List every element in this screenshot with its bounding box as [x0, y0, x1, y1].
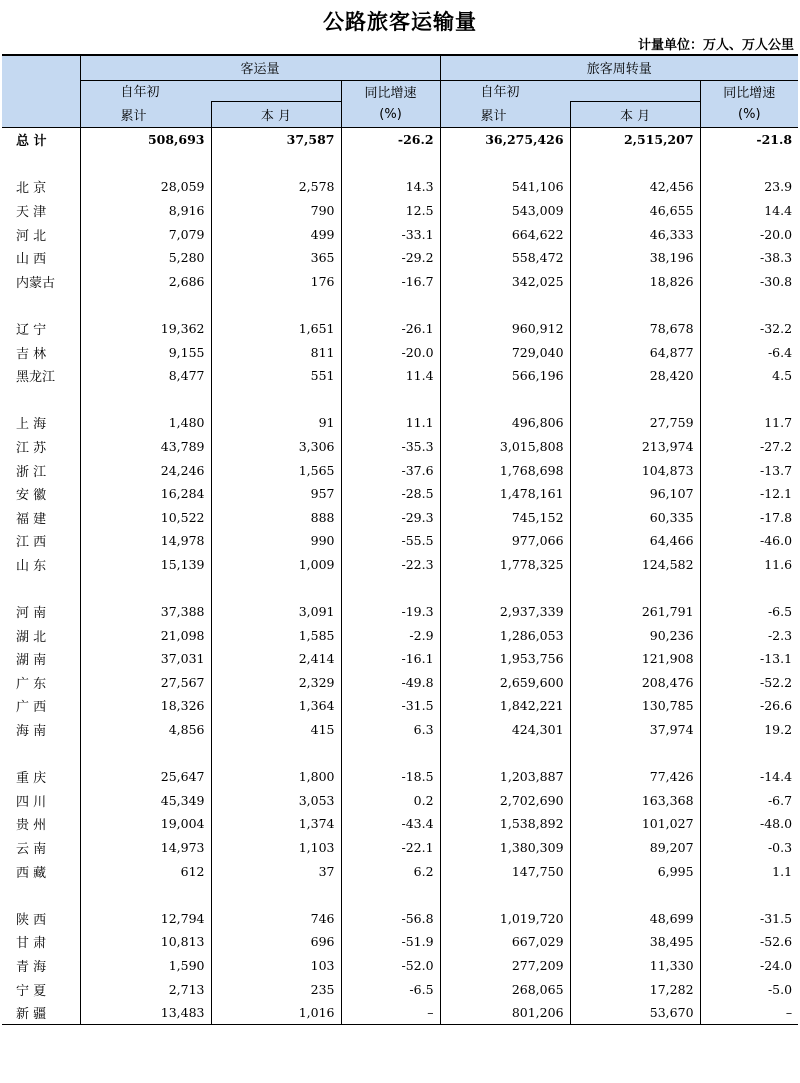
- cell-v4: 496,806: [440, 411, 570, 435]
- cell-v1: 8,477: [80, 364, 211, 388]
- region-name: 广 西: [2, 694, 80, 718]
- cell-v1: 508,693: [80, 127, 211, 152]
- cell-v3: 14.3: [341, 175, 440, 199]
- cell-v2: 415: [211, 718, 341, 742]
- cell-v6: -31.5: [760, 910, 793, 926]
- cell-v4: 667,029: [440, 930, 570, 954]
- cell-v3: -51.9: [341, 930, 440, 954]
- region-name: 四 川: [2, 789, 80, 813]
- table-row: [2, 954, 798, 978]
- cell-v4: 342,025: [440, 269, 570, 293]
- cell-v6: -52.2: [760, 674, 793, 690]
- cell-v4: 558,472: [440, 246, 570, 270]
- cell-v4: 729,040: [440, 340, 570, 364]
- cell-v6: -5.0: [767, 981, 793, 997]
- cell-v5: 64,877: [570, 340, 700, 364]
- table-row: [2, 1001, 798, 1025]
- cell-v3: 11.4: [341, 364, 440, 388]
- cell-v1: 4,856: [80, 718, 211, 742]
- region-name: 青 海: [2, 954, 80, 978]
- cell-v3: -16.1: [341, 647, 440, 671]
- table-row: [2, 930, 798, 954]
- cell-v4: 2,702,690: [440, 789, 570, 813]
- cell-v5: 101,027: [570, 812, 700, 836]
- cell-v6: -26.6: [760, 698, 793, 714]
- region-name: 总 计: [2, 127, 80, 152]
- cell-v6: -12.1: [760, 486, 793, 502]
- cell-v1: 1,590: [80, 954, 211, 978]
- table-row: [2, 694, 798, 718]
- cell-v6: 14.4: [764, 202, 793, 218]
- cell-v6: 4.5: [772, 368, 793, 384]
- cell-v5: 261,791: [570, 600, 700, 624]
- cell-v2: 37: [211, 859, 341, 883]
- cell-v1: 10,813: [80, 930, 211, 954]
- cell-v2: 957: [211, 482, 341, 506]
- region-name: 山 西: [2, 246, 80, 270]
- cell-v3: -49.8: [341, 671, 440, 695]
- passenger-transport-table: [2, 54, 798, 1025]
- cell-v3: -56.8: [341, 907, 440, 931]
- cell-v2: 235: [211, 977, 341, 1001]
- cell-v6: 1.1: [772, 863, 793, 879]
- table-row: [2, 317, 798, 341]
- region-name: 湖 南: [2, 647, 80, 671]
- cell-v3: -22.1: [341, 836, 440, 860]
- cell-v1: 16,284: [80, 482, 211, 506]
- cell-v6: -6.7: [767, 792, 793, 808]
- cell-v1: 24,246: [80, 458, 211, 482]
- cell-v3: -43.4: [341, 812, 440, 836]
- header-passenger-turnover: 旅客周转量: [440, 55, 798, 80]
- region-name: 天 津: [2, 199, 80, 223]
- header-ytd-bottom-1: 累计: [80, 103, 211, 127]
- cell-v3: –: [341, 1001, 440, 1025]
- region-name: 安 徽: [2, 482, 80, 506]
- cell-v5: 46,333: [570, 222, 700, 246]
- cell-v2: 37,587: [211, 127, 341, 152]
- cell-v6: –: [700, 1001, 798, 1025]
- cell-v4: 977,066: [440, 529, 570, 553]
- cell-v5: 37,974: [570, 718, 700, 742]
- cell-v2: 3,053: [211, 789, 341, 813]
- region-name: 河 南: [2, 600, 80, 624]
- cell-v2: 1,800: [211, 765, 341, 789]
- total-row: [2, 127, 798, 152]
- cell-v6: 19.2: [764, 722, 793, 738]
- cell-v4: 424,301: [440, 718, 570, 742]
- cell-v2: 1,103: [211, 836, 341, 860]
- cell-v1: 14,978: [80, 529, 211, 553]
- cell-v4: 543,009: [440, 199, 570, 223]
- region-name: 上 海: [2, 411, 80, 435]
- cell-v4: 1,778,325: [440, 553, 570, 577]
- cell-v4: 664,622: [440, 222, 570, 246]
- cell-v3: -22.3: [341, 553, 440, 577]
- table-row: [2, 977, 798, 1001]
- cell-v6: 11.6: [764, 556, 793, 572]
- cell-v6: -6.4: [767, 344, 793, 360]
- table-row: [2, 411, 798, 435]
- cell-v4: 1,768,698: [440, 458, 570, 482]
- table-row: [2, 812, 798, 836]
- cell-v4: 566,196: [440, 364, 570, 388]
- cell-v5: 46,655: [570, 199, 700, 223]
- cell-v6: -48.0: [760, 816, 793, 832]
- spacer-row: [2, 883, 798, 907]
- cell-v4: 1,019,720: [440, 907, 570, 931]
- cell-v4: 960,912: [440, 317, 570, 341]
- region-name: 重 庆: [2, 765, 80, 789]
- cell-v1: 25,647: [80, 765, 211, 789]
- region-name: 浙 江: [2, 458, 80, 482]
- cell-v1: 15,139: [80, 553, 211, 577]
- cell-v1: 21,098: [80, 623, 211, 647]
- cell-v5: 163,368: [570, 789, 700, 813]
- cell-v1: 43,789: [80, 435, 211, 459]
- region-name: 陕 西: [2, 907, 80, 931]
- cell-v1: 37,388: [80, 600, 211, 624]
- cell-v2: 790: [211, 199, 341, 223]
- cell-v3: -16.7: [341, 269, 440, 293]
- cell-v5: 27,759: [570, 411, 700, 435]
- region-name: 宁 夏: [2, 977, 80, 1001]
- cell-v1: 27,567: [80, 671, 211, 695]
- cell-v6: -20.0: [760, 226, 793, 242]
- cell-v4: 2,659,600: [440, 671, 570, 695]
- cell-v1: 19,362: [80, 317, 211, 341]
- cell-v6: -13.7: [760, 462, 793, 478]
- cell-v6: -14.4: [760, 769, 793, 785]
- cell-v4: 36,275,426: [440, 127, 570, 152]
- region-name: 云 南: [2, 836, 80, 860]
- region-name: 西 藏: [2, 859, 80, 883]
- table-row: [2, 340, 798, 364]
- header-this-month-1: 本 月: [211, 103, 341, 127]
- cell-v3: -55.5: [341, 529, 440, 553]
- cell-v4: 801,206: [440, 1001, 570, 1025]
- cell-v5: 89,207: [570, 836, 700, 860]
- spacer-row: [2, 741, 798, 765]
- region-name: 江 苏: [2, 435, 80, 459]
- region-name: 江 西: [2, 529, 80, 553]
- cell-v6: -38.3: [760, 250, 793, 266]
- cell-v3: 6.3: [341, 718, 440, 742]
- cell-v3: -6.5: [341, 977, 440, 1001]
- header-ytd-top-2: 自年初: [440, 80, 700, 101]
- table-row: [2, 435, 798, 459]
- cell-v2: 103: [211, 954, 341, 978]
- cell-v3: -19.3: [341, 600, 440, 624]
- table-row: [2, 175, 798, 199]
- header-yoy-top-2: 同比增速: [700, 80, 798, 103]
- cell-v6: -27.2: [760, 438, 793, 454]
- cell-v4: 268,065: [440, 977, 570, 1001]
- cell-v3: -52.0: [341, 954, 440, 978]
- table-row: [2, 364, 798, 388]
- cell-v6: 11.7: [764, 415, 793, 431]
- region-name: 河 北: [2, 222, 80, 246]
- cell-v6: -17.8: [760, 509, 793, 525]
- table-row: [2, 718, 798, 742]
- cell-v4: 2,937,339: [440, 600, 570, 624]
- cell-v4: 3,015,808: [440, 435, 570, 459]
- cell-v2: 1,016: [211, 1001, 341, 1025]
- cell-v5: 53,670: [570, 1001, 700, 1025]
- cell-v3: -28.5: [341, 482, 440, 506]
- cell-v5: 38,196: [570, 246, 700, 270]
- cell-v4: 1,842,221: [440, 694, 570, 718]
- cell-v5: 60,335: [570, 505, 700, 529]
- spacer-row: [2, 387, 798, 411]
- cell-v6: -52.6: [760, 934, 793, 950]
- spacer-row: [2, 293, 798, 317]
- table-row: [2, 482, 798, 506]
- cell-v6: -46.0: [760, 533, 793, 549]
- region-name: 黑龙江: [2, 364, 80, 388]
- cell-v4: 1,286,053: [440, 623, 570, 647]
- table-row: [2, 836, 798, 860]
- cell-v3: -33.1: [341, 222, 440, 246]
- table-row: [2, 623, 798, 647]
- region-name: 福 建: [2, 505, 80, 529]
- cell-v1: 13,483: [80, 1001, 211, 1025]
- cell-v2: 811: [211, 340, 341, 364]
- cell-v5: 18,826: [570, 269, 700, 293]
- cell-v5: 64,466: [570, 529, 700, 553]
- cell-v2: 696: [211, 930, 341, 954]
- cell-v5: 28,420: [570, 364, 700, 388]
- spacer-row: [2, 152, 798, 176]
- cell-v5: 6,995: [570, 859, 700, 883]
- cell-v5: 48,699: [570, 907, 700, 931]
- table-row: [2, 647, 798, 671]
- region-name: 山 东: [2, 553, 80, 577]
- table-row: [2, 246, 798, 270]
- region-name: 湖 北: [2, 623, 80, 647]
- unit-note: 计量单位：万人、万人公里: [637, 38, 794, 53]
- cell-v1: 2,713: [80, 977, 211, 1001]
- cell-v5: 130,785: [570, 694, 700, 718]
- cell-v4: 1,478,161: [440, 482, 570, 506]
- cell-v5: 17,282: [570, 977, 700, 1001]
- cell-v6: -6.5: [767, 604, 793, 620]
- cell-v5: 213,974: [570, 435, 700, 459]
- cell-v4: 745,152: [440, 505, 570, 529]
- cell-v1: 9,155: [80, 340, 211, 364]
- cell-v4: 277,209: [440, 954, 570, 978]
- cell-v3: -37.6: [341, 458, 440, 482]
- cell-v2: 888: [211, 505, 341, 529]
- spacer-row: [2, 576, 798, 600]
- cell-v5: 42,456: [570, 175, 700, 199]
- table-row: [2, 458, 798, 482]
- table-body: [2, 127, 798, 1025]
- header-yoy-bottom-1: (%): [341, 103, 440, 127]
- cell-v3: 0.2: [341, 789, 440, 813]
- cell-v4: 1,953,756: [440, 647, 570, 671]
- cell-v6: 23.9: [764, 179, 793, 195]
- cell-v4: 1,538,892: [440, 812, 570, 836]
- header-corner: [2, 55, 80, 127]
- cell-v3: 11.1: [341, 411, 440, 435]
- header-passenger-volume: 客运量: [80, 55, 440, 80]
- table-row: [2, 600, 798, 624]
- cell-v2: 365: [211, 246, 341, 270]
- cell-v2: 2,578: [211, 175, 341, 199]
- cell-v1: 19,004: [80, 812, 211, 836]
- cell-v2: 990: [211, 529, 341, 553]
- cell-v3: -18.5: [341, 765, 440, 789]
- cell-v1: 14,973: [80, 836, 211, 860]
- header-this-month-2: 本 月: [570, 103, 700, 127]
- region-name: 广 东: [2, 671, 80, 695]
- cell-v1: 8,916: [80, 199, 211, 223]
- cell-v2: 176: [211, 269, 341, 293]
- table-row: [2, 529, 798, 553]
- cell-v5: 208,476: [570, 671, 700, 695]
- table-row: [2, 907, 798, 931]
- cell-v1: 1,480: [80, 411, 211, 435]
- cell-v4: 147,750: [440, 859, 570, 883]
- table-row: [2, 199, 798, 223]
- cell-v3: 6.2: [341, 859, 440, 883]
- table-row: [2, 505, 798, 529]
- cell-v2: 3,091: [211, 600, 341, 624]
- cell-v3: 12.5: [341, 199, 440, 223]
- cell-v3: -35.3: [341, 435, 440, 459]
- cell-v5: 11,330: [570, 954, 700, 978]
- table-header: [2, 55, 798, 127]
- cell-v3: -29.3: [341, 505, 440, 529]
- region-name: 甘 肃: [2, 930, 80, 954]
- cell-v3: -20.0: [341, 340, 440, 364]
- cell-v2: 2,329: [211, 671, 341, 695]
- cell-v1: 5,280: [80, 246, 211, 270]
- cell-v1: 12,794: [80, 907, 211, 931]
- cell-v5: 78,678: [570, 317, 700, 341]
- cell-v2: 1,374: [211, 812, 341, 836]
- cell-v1: 10,522: [80, 505, 211, 529]
- cell-v5: 90,236: [570, 623, 700, 647]
- cell-v2: 3,306: [211, 435, 341, 459]
- cell-v2: 91: [211, 411, 341, 435]
- header-ytd-top-1: 自年初: [80, 80, 341, 101]
- region-name: 辽 宁: [2, 317, 80, 341]
- table-row: [2, 671, 798, 695]
- region-name: 新 疆: [2, 1001, 80, 1025]
- region-name: 贵 州: [2, 812, 80, 836]
- cell-v2: 551: [211, 364, 341, 388]
- table-row: [2, 222, 798, 246]
- cell-v2: 746: [211, 907, 341, 931]
- table-row: [2, 269, 798, 293]
- cell-v1: 2,686: [80, 269, 211, 293]
- region-name: 北 京: [2, 175, 80, 199]
- header-yoy-top-1: 同比增速: [341, 80, 440, 103]
- table-row: [2, 765, 798, 789]
- region-name: 海 南: [2, 718, 80, 742]
- page-title: 公路旅客运输量: [323, 10, 477, 34]
- cell-v6: -30.8: [760, 273, 793, 289]
- header-yoy-bottom-2: (%): [700, 103, 798, 127]
- cell-v2: 1,651: [211, 317, 341, 341]
- table-row: [2, 553, 798, 577]
- cell-v6: -21.8: [756, 132, 793, 147]
- cell-v1: 45,349: [80, 789, 211, 813]
- cell-v1: 7,079: [80, 222, 211, 246]
- cell-v4: 541,106: [440, 175, 570, 199]
- cell-v2: 1,585: [211, 623, 341, 647]
- cell-v3: -26.2: [341, 127, 440, 152]
- cell-v6: -24.0: [760, 957, 793, 973]
- cell-v4: 1,203,887: [440, 765, 570, 789]
- cell-v2: 1,364: [211, 694, 341, 718]
- cell-v5: 77,426: [570, 765, 700, 789]
- cell-v4: 1,380,309: [440, 836, 570, 860]
- header-ytd-bottom-2: 累计: [440, 103, 570, 127]
- cell-v6: -32.2: [760, 320, 793, 336]
- region-name: 内蒙古: [2, 269, 80, 293]
- cell-v3: -26.1: [341, 317, 440, 341]
- cell-v6: -0.3: [767, 840, 793, 856]
- cell-v3: -2.9: [341, 623, 440, 647]
- cell-v6: -13.1: [760, 651, 793, 667]
- region-name: 吉 林: [2, 340, 80, 364]
- cell-v5: 96,107: [570, 482, 700, 506]
- cell-v3: -31.5: [341, 694, 440, 718]
- cell-v2: 1,009: [211, 553, 341, 577]
- table-row: [2, 859, 798, 883]
- cell-v1: 28,059: [80, 175, 211, 199]
- cell-v1: 612: [80, 859, 211, 883]
- cell-v6: -2.3: [767, 627, 793, 643]
- cell-v5: 121,908: [570, 647, 700, 671]
- cell-v3: -29.2: [341, 246, 440, 270]
- cell-v5: 2,515,207: [570, 127, 700, 152]
- cell-v1: 37,031: [80, 647, 211, 671]
- cell-v1: 18,326: [80, 694, 211, 718]
- table-row: [2, 789, 798, 813]
- cell-v2: 2,414: [211, 647, 341, 671]
- cell-v2: 499: [211, 222, 341, 246]
- cell-v5: 38,495: [570, 930, 700, 954]
- cell-v2: 1,565: [211, 458, 341, 482]
- cell-v5: 104,873: [570, 458, 700, 482]
- cell-v5: 124,582: [570, 553, 700, 577]
